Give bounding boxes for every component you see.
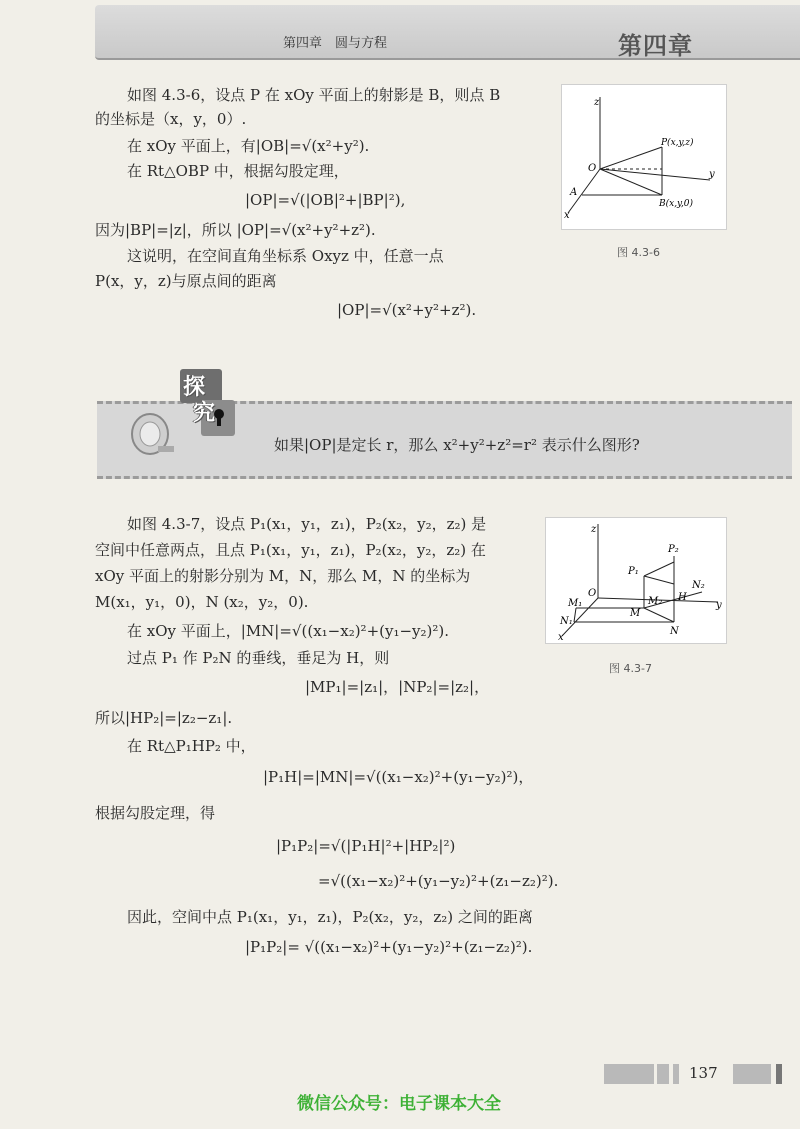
formula: |P₁H|=|MN|=√((x₁−x₂)²+(y₁−y₂)²)， [263, 768, 534, 786]
segment-ob [600, 169, 662, 195]
paragraph-line: 在 Rt△OBP 中，根据勾股定理， [127, 162, 349, 180]
fig2-label: z [591, 524, 597, 535]
segment-op [600, 147, 662, 169]
formula: |OP|=√(|OB|²+|BP|²), [245, 191, 406, 209]
paragraph-line: 因此，空间中点 P₁(x₁，y₁，z₁)，P₂(x₂，y₂，z₂) 之间的距离 [127, 908, 533, 926]
paragraph-line: M(x₁，y₁，0)，N (x₂，y₂，0). [95, 593, 309, 611]
formula: |P₁P₂|=√(|P₁H|²+|HP₂|²) [276, 837, 456, 855]
fig2-label: M₂ [648, 596, 663, 607]
paragraph-line: 因为|BP|=|z|，所以 |OP|=√(x²+y²+z²). [95, 221, 376, 239]
paragraph-line: 过点 P₁ 作 P₂N 的垂线，垂足为 H，则 [127, 649, 390, 667]
paragraph-line: 根据勾股定理，得 [95, 804, 216, 822]
figure-caption: 图 4.3-6 [617, 246, 660, 259]
fig2-label: N [670, 626, 679, 637]
paragraph-line: 如图 4.3-7，设点 P₁(x₁，y₁，z₁)，P₂(x₂，y₂，z₂) 是 [127, 515, 487, 533]
coordinate-diagram [562, 85, 726, 229]
coordinate-diagram [546, 518, 726, 643]
fig1-label: x [564, 210, 570, 221]
fig1-label: P(x,y,z) [661, 138, 694, 148]
formula: |OP|=√(x²+y²+z²). [337, 301, 477, 319]
fig2-label: N₂ [692, 580, 705, 591]
fig2-label: y [716, 600, 722, 611]
formula: |P₁P₂|= √((x₁−x₂)²+(y₁−y₂)²+(z₁−z₂)²). [245, 938, 533, 956]
chapter-header-band [95, 5, 800, 60]
y-axis [600, 169, 710, 180]
paragraph-line: P(x，y，z)与原点间的距离 [95, 272, 277, 290]
segment-p1p2 [644, 562, 674, 576]
fig2-label: M [630, 608, 641, 619]
formula: |MP₁|=|z₁|，|NP₂|=|z₂|， [305, 678, 490, 696]
fig1-label: A [570, 187, 578, 198]
fig2-label: P₁ [628, 566, 639, 577]
fig2-label: N₁ [560, 616, 573, 627]
fig1-label: O [588, 163, 597, 174]
page-bar-decoration [604, 1064, 654, 1084]
fig1-label: y [709, 169, 715, 180]
paragraph-line: 如图 4.3-6，设点 P 在 xOy 平面上的射影是 B，则点 B [127, 86, 501, 104]
fig2-label: H [678, 592, 687, 603]
figure-4-3-6 [561, 84, 727, 230]
page-bar-decoration [733, 1064, 771, 1084]
paragraph-line: 这说明，在空间直角坐标系 Oxyz 中，任意一点 [127, 247, 444, 265]
page-number: 137 [689, 1064, 718, 1082]
line-m1n1 [574, 608, 576, 622]
fig2-label: O [588, 588, 597, 599]
figure-caption: 图 4.3-7 [609, 662, 652, 675]
explore-badge-text: 探 [183, 375, 206, 400]
explore-question: 如果|OP|是定长 r，那么 x²+y²+z²=r² 表示什么图形? [274, 436, 640, 454]
page-bar-decoration [776, 1064, 782, 1084]
paragraph-line: 在 xOy 平面上，有|OB|=√(x²+y²). [127, 137, 370, 155]
paragraph-line: 在 Rt△P₁HP₂ 中， [127, 737, 256, 755]
paragraph-line: xOy 平面上的射影分别为 M，N，那么 M，N 的坐标为 [95, 567, 471, 585]
segment-p1h [644, 576, 674, 584]
formula: =√((x₁−x₂)²+(y₁−y₂)²+(z₁−z₂)²). [318, 872, 559, 890]
paragraph-line: 空间中任意两点，且点 P₁(x₁，y₁，z₁)，P₂(x₂，y₂，z₂) 在 [95, 541, 486, 559]
figure-4-3-7 [545, 517, 727, 644]
paragraph-line: 的坐标是（x，y，0）. [95, 110, 247, 128]
fig1-label: B(x,y,0) [659, 199, 694, 209]
page-bar-decoration [657, 1064, 669, 1084]
fig1-label: z [594, 97, 600, 108]
paragraph-line: 在 xOy 平面上，|MN|=√((x₁−x₂)²+(y₁−y₂)²). [127, 622, 450, 640]
fig2-label: x [558, 632, 564, 643]
segment-mn [644, 608, 674, 622]
watermark-footer: 微信公众号：电子课本大全 [297, 1094, 501, 1114]
header-chapter-label: 第四章 [618, 32, 693, 60]
header-title: 第四章 圆与方程 [283, 36, 388, 51]
fig2-label: P₂ [668, 544, 679, 555]
page-bar-decoration [673, 1064, 679, 1084]
fig2-label: M₁ [568, 598, 583, 609]
explore-badge-text: 究 [193, 401, 216, 426]
key-icon [128, 410, 180, 470]
paragraph-line: 所以|HP₂|=|z₂−z₁|. [95, 709, 233, 727]
